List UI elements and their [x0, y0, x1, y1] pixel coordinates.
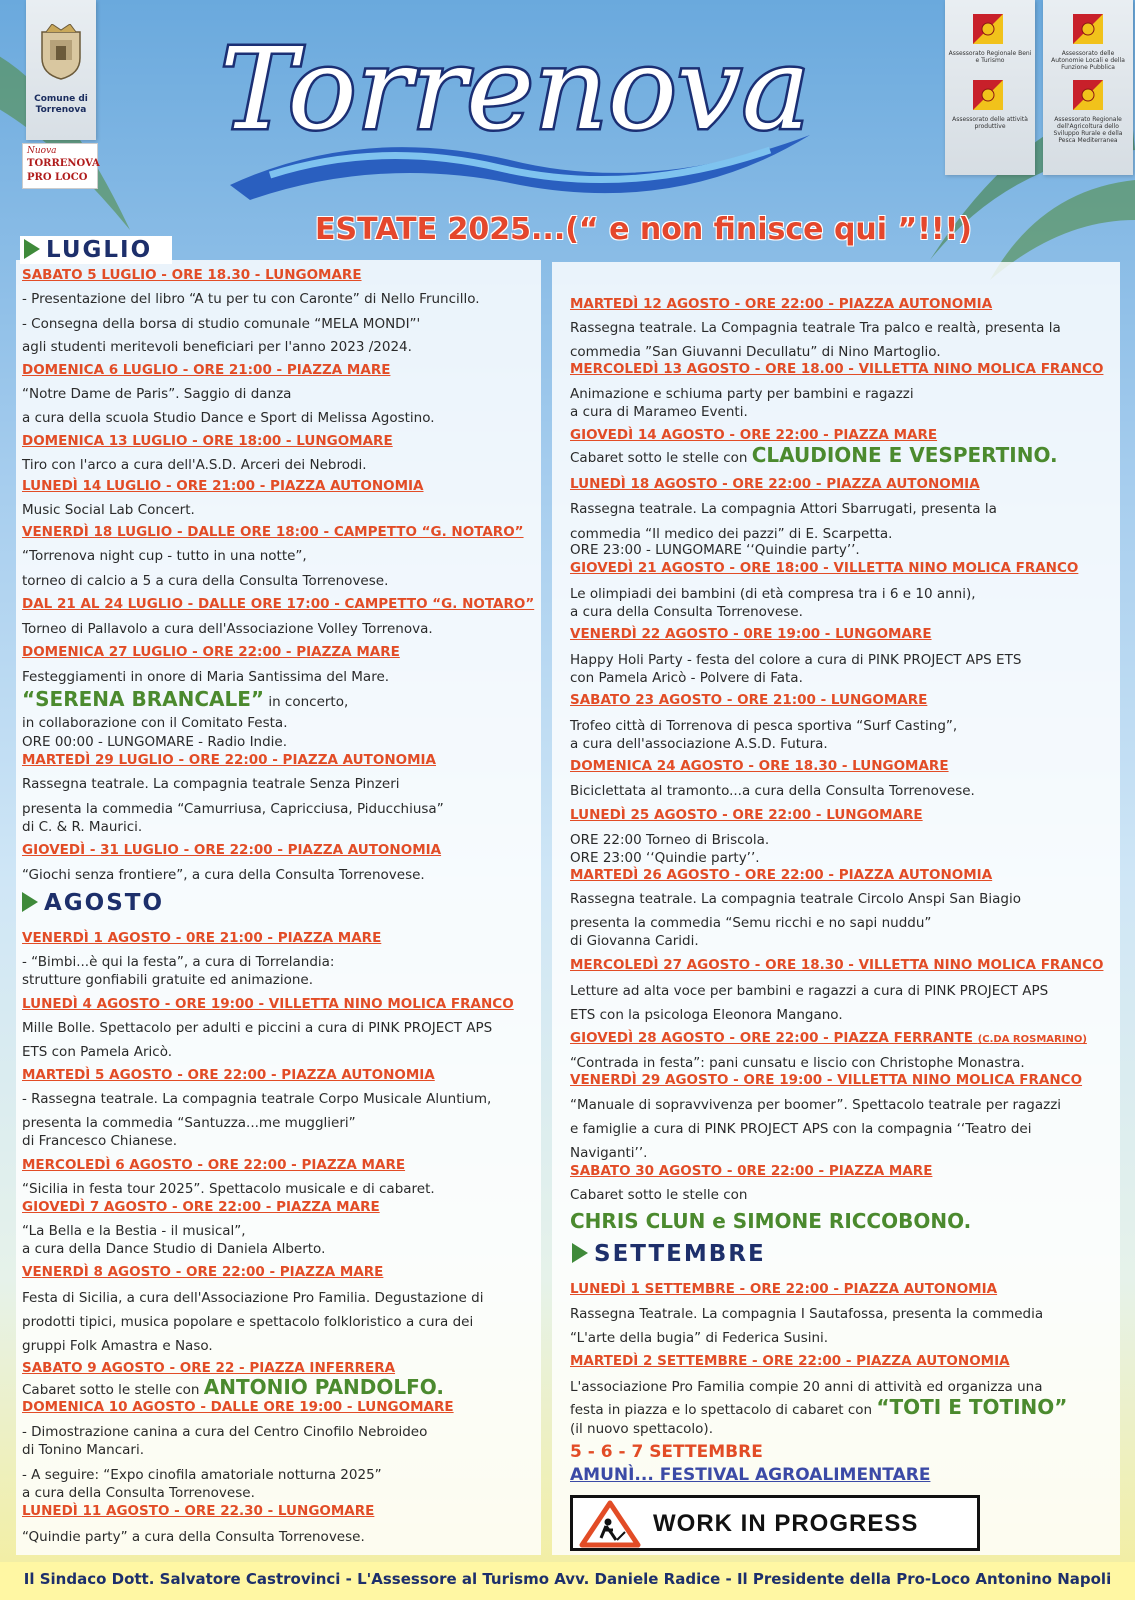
event-heading: GIOVEDÌ 14 AGOSTO - ORE 22:00 - PIAZZA MARE	[570, 427, 938, 443]
event-text: presenta la commedia “Santuzza...me mugglieri”	[22, 1115, 356, 1131]
subtitle: ESTATE 2025...(“ e non finisce qui ”!!!)	[315, 212, 972, 247]
event-text: Biciclettata al tramonto...a cura della Consulta Torrenovese.	[570, 783, 975, 799]
event-heading: LUNEDÌ 4 AGOSTO - ORE 19:00 - VILLETTA NINO MOLICA FRANCO	[22, 996, 514, 1012]
sponsor-4: Assessorato Regionale dell'Agricoltura dello Sviluppo Rurale e della Pesca Mediterranea	[1053, 116, 1123, 144]
event-text: ETS con Pamela Aricò.	[22, 1044, 173, 1060]
footer	[0, 1562, 1135, 1600]
event-heading: DOMENICA 10 AGOSTO - DALLE ORE 19:00 - LUNGOMARE	[22, 1399, 454, 1415]
event-text: - Dimostrazione canina a cura del Centro Cinofilo Nebroideo	[22, 1424, 428, 1440]
event-text: - Presentazione del libro “A tu per tu con Caronte” di Nello Fruncillo.	[22, 291, 480, 307]
event-text-highlight	[570, 443, 1058, 467]
event-text: a cura dell'associazione A.S.D. Futura.	[570, 736, 828, 752]
event-heading: VENERDÌ 29 AGOSTO - ORE 19:00 - VILLETTA NINO MOLICA FRANCO	[570, 1072, 1083, 1088]
work-in-progress-box	[570, 1495, 980, 1551]
festival-name: AMUNÌ... FESTIVAL AGROALIMENTARE	[570, 1465, 931, 1485]
artist-name: CLAUDIONE E VESPERTINO.	[751, 443, 1058, 467]
artist-name: ANTONIO PANDOLFO.	[203, 1375, 444, 1399]
regione-banner-1	[945, 0, 1035, 175]
event-text: “Quindie party” a cura della Consulta Torrenovese.	[22, 1529, 365, 1545]
month-settembre	[572, 1241, 766, 1267]
event-text: L'associazione Pro Familia compie 20 anni di attività ed organizza una	[570, 1379, 1043, 1395]
event-heading: SABATO 30 AGOSTO - 0RE 22:00 - PIAZZA MARE	[570, 1163, 933, 1179]
triangle-bullet-icon	[572, 1243, 588, 1263]
event-text: Cabaret sotto le stelle con	[570, 1187, 748, 1203]
event-text: con Pamela Aricò - Polvere di Fata.	[570, 670, 803, 686]
footer-text: Il Sindaco Dott. Salvatore Castrovinci - L'Assessore al Turismo Avv. Daniele Radice - Il Presidente della Pro-Loco Antonino Napoli	[23, 1570, 1112, 1588]
trinacria-icon	[1073, 80, 1103, 110]
event-text: Festa di Sicilia, a cura dell'Associazione Pro Familia. Degustazione di	[22, 1290, 484, 1306]
event-text: Naviganti’’.	[570, 1145, 648, 1161]
event-heading: LUNEDÌ 14 LUGLIO - ORE 21:00 - PIAZZA AUTONOMIA	[22, 478, 424, 494]
artist-suffix: in concerto,	[264, 694, 349, 710]
event-text: Happy Holi Party - festa del colore a cura di PINK PROJECT APS ETS	[570, 652, 1022, 668]
month-luglio	[20, 236, 172, 264]
sponsor-3: Assessorato delle attività produttive	[952, 116, 1028, 130]
event-heading: LUNEDÌ 18 AGOSTO - ORE 22:00 - PIAZZA AUTONOMIA	[570, 476, 980, 492]
trinacria-icon	[973, 14, 1003, 44]
event-heading-note: (C.DA ROSMARINO)	[977, 1034, 1087, 1045]
event-text: “Notre Dame de Paris”. Saggio di danza	[22, 386, 292, 402]
artist-name: “TOTI E TOTINO”	[876, 1395, 1068, 1419]
month-luglio-title: LUGLIO	[46, 237, 153, 263]
event-text: di Tonino Mancari.	[22, 1442, 145, 1458]
event-text-highlight	[22, 687, 349, 711]
warning-roadwork-icon	[579, 1500, 641, 1548]
event-heading: VENERDÌ 22 AGOSTO - 0RE 19:00 - LUNGOMARE	[570, 626, 932, 642]
proloco-line3: PRO LOCO	[27, 172, 88, 183]
event-heading: LUNEDÌ 11 AGOSTO - ORE 22.30 - LUNGOMARE	[22, 1503, 375, 1519]
event-text: a cura della Consulta Torrenovese.	[570, 604, 803, 620]
event-heading: GIOVEDÌ - 31 LUGLIO - ORE 22:00 - PIAZZA AUTONOMIA	[22, 842, 442, 858]
event-heading: DOMENICA 13 LUGLIO - ORE 18:00 - LUNGOMARE	[22, 433, 393, 449]
event-text: commedia ”San Giuvanni Decullatu” di Nino Martoglio.	[570, 344, 941, 360]
event-text: in collaborazione con il Comitato Festa.	[22, 715, 288, 731]
event-text: di C. & R. Maurici.	[22, 819, 143, 835]
event-text: ORE 23:00 - LUNGOMARE ‘‘Quindie party’’.	[570, 542, 860, 558]
artist-name: CHRIS CLUN e SIMONE RICCOBONO.	[570, 1209, 972, 1233]
proloco-line1: Nuova	[27, 146, 57, 156]
event-text: Torneo di Pallavolo a cura dell'Associazione Volley Torrenova.	[22, 621, 433, 637]
event-text-highlight	[22, 1375, 444, 1399]
event-prefix: festa in piazza e lo spettacolo di cabaret con	[570, 1402, 877, 1418]
event-text: torneo di calcio a 5 a cura della Consulta Torrenovese.	[22, 573, 389, 589]
event-text: Rassegna teatrale. La compagnia Attori Sbarrugati, presenta la	[570, 501, 997, 517]
event-text: ORE 23:00 ‘‘Quindie party’’.	[570, 850, 760, 866]
comune-label: Comune di Torrenova	[34, 94, 88, 115]
proloco-line2: TORRENOVA	[27, 158, 100, 169]
event-text: Animazione e schiuma party per bambini e ragazzi	[570, 386, 914, 402]
regione-banner-2	[1043, 0, 1133, 175]
event-text: agli studenti meritevoli beneficiari per l'anno 2023 /2024.	[22, 339, 412, 355]
event-text: “La Bella e la Bestia - il musical”,	[22, 1223, 246, 1239]
sponsor-2: Assessorato delle Autonomie Locali e della Funzione Pubblica	[1051, 50, 1125, 71]
event-heading	[570, 1030, 1087, 1046]
event-heading-main: GIOVEDÌ 28 AGOSTO - ORE 22:00 - PIAZZA FERRANTE	[570, 1030, 973, 1046]
event-text: - A seguire: “Expo cinofila amatoriale notturna 2025”	[22, 1467, 382, 1483]
event-text: ETS con la psicologa Eleonora Mangano.	[570, 1007, 843, 1023]
event-text: a cura di Marameo Eventi.	[570, 404, 748, 420]
event-heading: MARTEDÌ 12 AGOSTO - ORE 22:00 - PIAZZA AUTONOMIA	[570, 296, 993, 312]
event-heading: DOMENICA 27 LUGLIO - ORE 22:00 - PIAZZA MARE	[22, 644, 400, 660]
month-agosto-title: AGOSTO	[44, 890, 165, 916]
comune-crest-icon	[38, 24, 84, 80]
trinacria-icon	[1073, 14, 1103, 44]
event-heading: DOMENICA 24 AGOSTO - ORE 18.30 - LUNGOMARE	[570, 758, 949, 774]
event-prefix: Cabaret sotto le stelle con	[570, 450, 752, 466]
event-text: ORE 00:00 - LUNGOMARE - Radio Indie.	[22, 734, 288, 750]
event-text: a cura della Consulta Torrenovese.	[22, 1485, 255, 1501]
event-text: commedia “Il medico dei pazzi” di E. Scarpetta.	[570, 526, 893, 542]
event-text: Trofeo città di Torrenova di pesca sportiva “Surf Casting”,	[570, 718, 958, 734]
artist-name: “SERENA BRANCALE”	[22, 687, 265, 711]
event-text: - “Bimbi...è qui la festa”, a cura di Torrelandia:	[22, 954, 335, 970]
event-text: “Sicilia in festa tour 2025”. Spettacolo musicale e di cabaret.	[22, 1181, 435, 1197]
event-text: gruppi Folk Amastra e Naso.	[22, 1338, 213, 1354]
proloco-logo	[22, 143, 98, 189]
event-text: - Consegna della borsa di studio comunale “MELA MONDI”'	[22, 316, 421, 332]
torrenova-title	[210, 10, 820, 210]
event-heading: GIOVEDÌ 7 AGOSTO - ORE 22:00 - PIAZZA MARE	[22, 1199, 380, 1215]
event-text: strutture gonfiabili gratuite ed animazione.	[22, 972, 314, 988]
event-text: Tiro con l'arco a cura dell'A.S.D. Arceri dei Nebrodi.	[22, 457, 367, 473]
event-prefix: Cabaret sotto le stelle con	[22, 1382, 204, 1398]
event-heading: SABATO 23 AGOSTO - ORE 21:00 - LUNGOMARE	[570, 692, 928, 708]
event-text: presenta la commedia “Semu ricchi e no sapi nuddu”	[570, 915, 932, 931]
event-text: a cura della Dance Studio di Daniela Alberto.	[22, 1241, 326, 1257]
event-text: Le olimpiadi dei bambini (di età compresa tra i 6 e 10 anni),	[570, 586, 976, 602]
triangle-bullet-icon	[24, 239, 40, 259]
comune-banner	[26, 0, 96, 140]
event-heading: MERCOLEDÌ 27 AGOSTO - ORE 18.30 - VILLETTA NINO MOLICA FRANCO	[570, 957, 1104, 973]
event-heading: MERCOLEDÌ 6 AGOSTO - ORE 22:00 - PIAZZA MARE	[22, 1157, 406, 1173]
event-heading: GIOVEDÌ 21 AGOSTO - ORE 18:00 - VILLETTA NINO MOLICA FRANCO	[570, 560, 1079, 576]
event-text: a cura della scuola Studio Dance e Sport di Melissa Agostino.	[22, 410, 435, 426]
title-text: Torrenova	[220, 25, 810, 155]
event-heading: MARTEDÌ 26 AGOSTO - ORE 22:00 - PIAZZA AUTONOMIA	[570, 867, 993, 883]
event-text: Rassegna Teatrale. La compagnia I Sautafossa, presenta la commedia	[570, 1306, 1044, 1322]
wip-label: WORK IN PROGRESS	[653, 1510, 919, 1537]
event-text: Mille Bolle. Spettacolo per adulti e piccini a cura di PINK PROJECT APS	[22, 1020, 493, 1036]
event-text: “Manuale di sopravvivenza per boomer”. Spettacolo teatrale per ragazzi	[570, 1097, 1062, 1113]
event-heading: SABATO 9 AGOSTO - ORE 22 - PIAZZA INFERRERA	[22, 1360, 396, 1376]
event-text: “L'arte della bugia” di Federica Susini.	[570, 1330, 829, 1346]
event-heading: MARTEDÌ 5 AGOSTO - ORE 22:00 - PIAZZA AUTONOMIA	[22, 1067, 435, 1083]
event-heading: MARTEDÌ 2 SETTEMBRE - ORE 22:00 - PIAZZA AUTONOMIA	[570, 1353, 1010, 1369]
event-text-highlight	[570, 1395, 1068, 1419]
event-heading: DOMENICA 6 LUGLIO - ORE 21:00 - PIAZZA MARE	[22, 362, 391, 378]
triangle-bullet-icon	[22, 892, 38, 912]
event-text: prodotti tipici, musica popolare e spettacolo folkloristico a cura dei	[22, 1314, 474, 1330]
month-agosto	[22, 890, 164, 916]
event-heading: MERCOLEDÌ 13 AGOSTO - ORE 18.00 - VILLETTA NINO MOLICA FRANCO	[570, 361, 1104, 377]
event-text: Rassegna teatrale. La Compagnia teatrale Tra palco e realtà, presenta la	[570, 320, 1061, 336]
event-text: di Francesco Chianese.	[22, 1133, 178, 1149]
event-heading: MARTEDÌ 29 LUGLIO - ORE 22:00 - PIAZZA AUTONOMIA	[22, 752, 437, 768]
festival-dates: 5 - 6 - 7 SETTEMBRE	[570, 1442, 763, 1462]
event-heading: VENERDÌ 1 AGOSTO - 0RE 21:00 - PIAZZA MARE	[22, 930, 382, 946]
event-text: ORE 22:00 Torneo di Briscola.	[570, 832, 770, 848]
event-heading: SABATO 5 LUGLIO - ORE 18.30 - LUNGOMARE	[22, 267, 362, 283]
event-heading: VENERDÌ 8 AGOSTO - ORE 22:00 - PIAZZA MARE	[22, 1264, 384, 1280]
month-settembre-title: SETTEMBRE	[594, 1241, 766, 1267]
event-text: Festeggiamenti in onore di Maria Santissima del Mare.	[22, 669, 390, 685]
event-heading: LUNEDÌ 1 SETTEMBRE - ORE 22:00 - PIAZZA AUTONOMIA	[570, 1281, 998, 1297]
event-text: - Rassegna teatrale. La compagnia teatrale Corpo Musicale Aluntium,	[22, 1091, 492, 1107]
sponsor-1: Assessorato Regionale Beni e Turismo	[948, 50, 1032, 64]
event-text: Letture ad alta voce per bambini e ragazzi a cura di PINK PROJECT APS	[570, 983, 1049, 999]
event-text: “Torrenova night cup - tutto in una notte”,	[22, 548, 307, 564]
event-text: di Giovanna Caridi.	[570, 933, 699, 949]
event-text: e famiglie a cura di PINK PROJECT APS con la compagnia ‘‘Teatro dei	[570, 1121, 1032, 1137]
event-text: presenta la commedia “Camurriusa, Capricciusa, Piducchiusa”	[22, 801, 444, 817]
trinacria-icon	[973, 80, 1003, 110]
event-heading: VENERDÌ 18 LUGLIO - DALLE ORE 18:00 - CAMPETTO “G. NOTARO”	[22, 524, 524, 540]
event-text: “Contrada in festa”: pani cunsatu e liscio con Christophe Monastra.	[570, 1055, 1025, 1071]
event-heading: DAL 21 AL 24 LUGLIO - DALLE ORE 17:00 - CAMPETTO “G. NOTARO”	[22, 596, 535, 612]
event-text: Rassegna teatrale. La compagnia teatrale Circolo Anspi San Biagio	[570, 891, 1021, 907]
event-text: Rassegna teatrale. La compagnia teatrale Senza Pinzeri	[22, 776, 400, 792]
event-text: “Giochi senza frontiere”, a cura della Consulta Torrenovese.	[22, 867, 425, 883]
event-text: (il nuovo spettacolo).	[570, 1421, 713, 1437]
event-heading: LUNEDÌ 25 AGOSTO - ORE 22:00 - LUNGOMARE	[570, 807, 923, 823]
event-text: Music Social Lab Concert.	[22, 502, 195, 518]
